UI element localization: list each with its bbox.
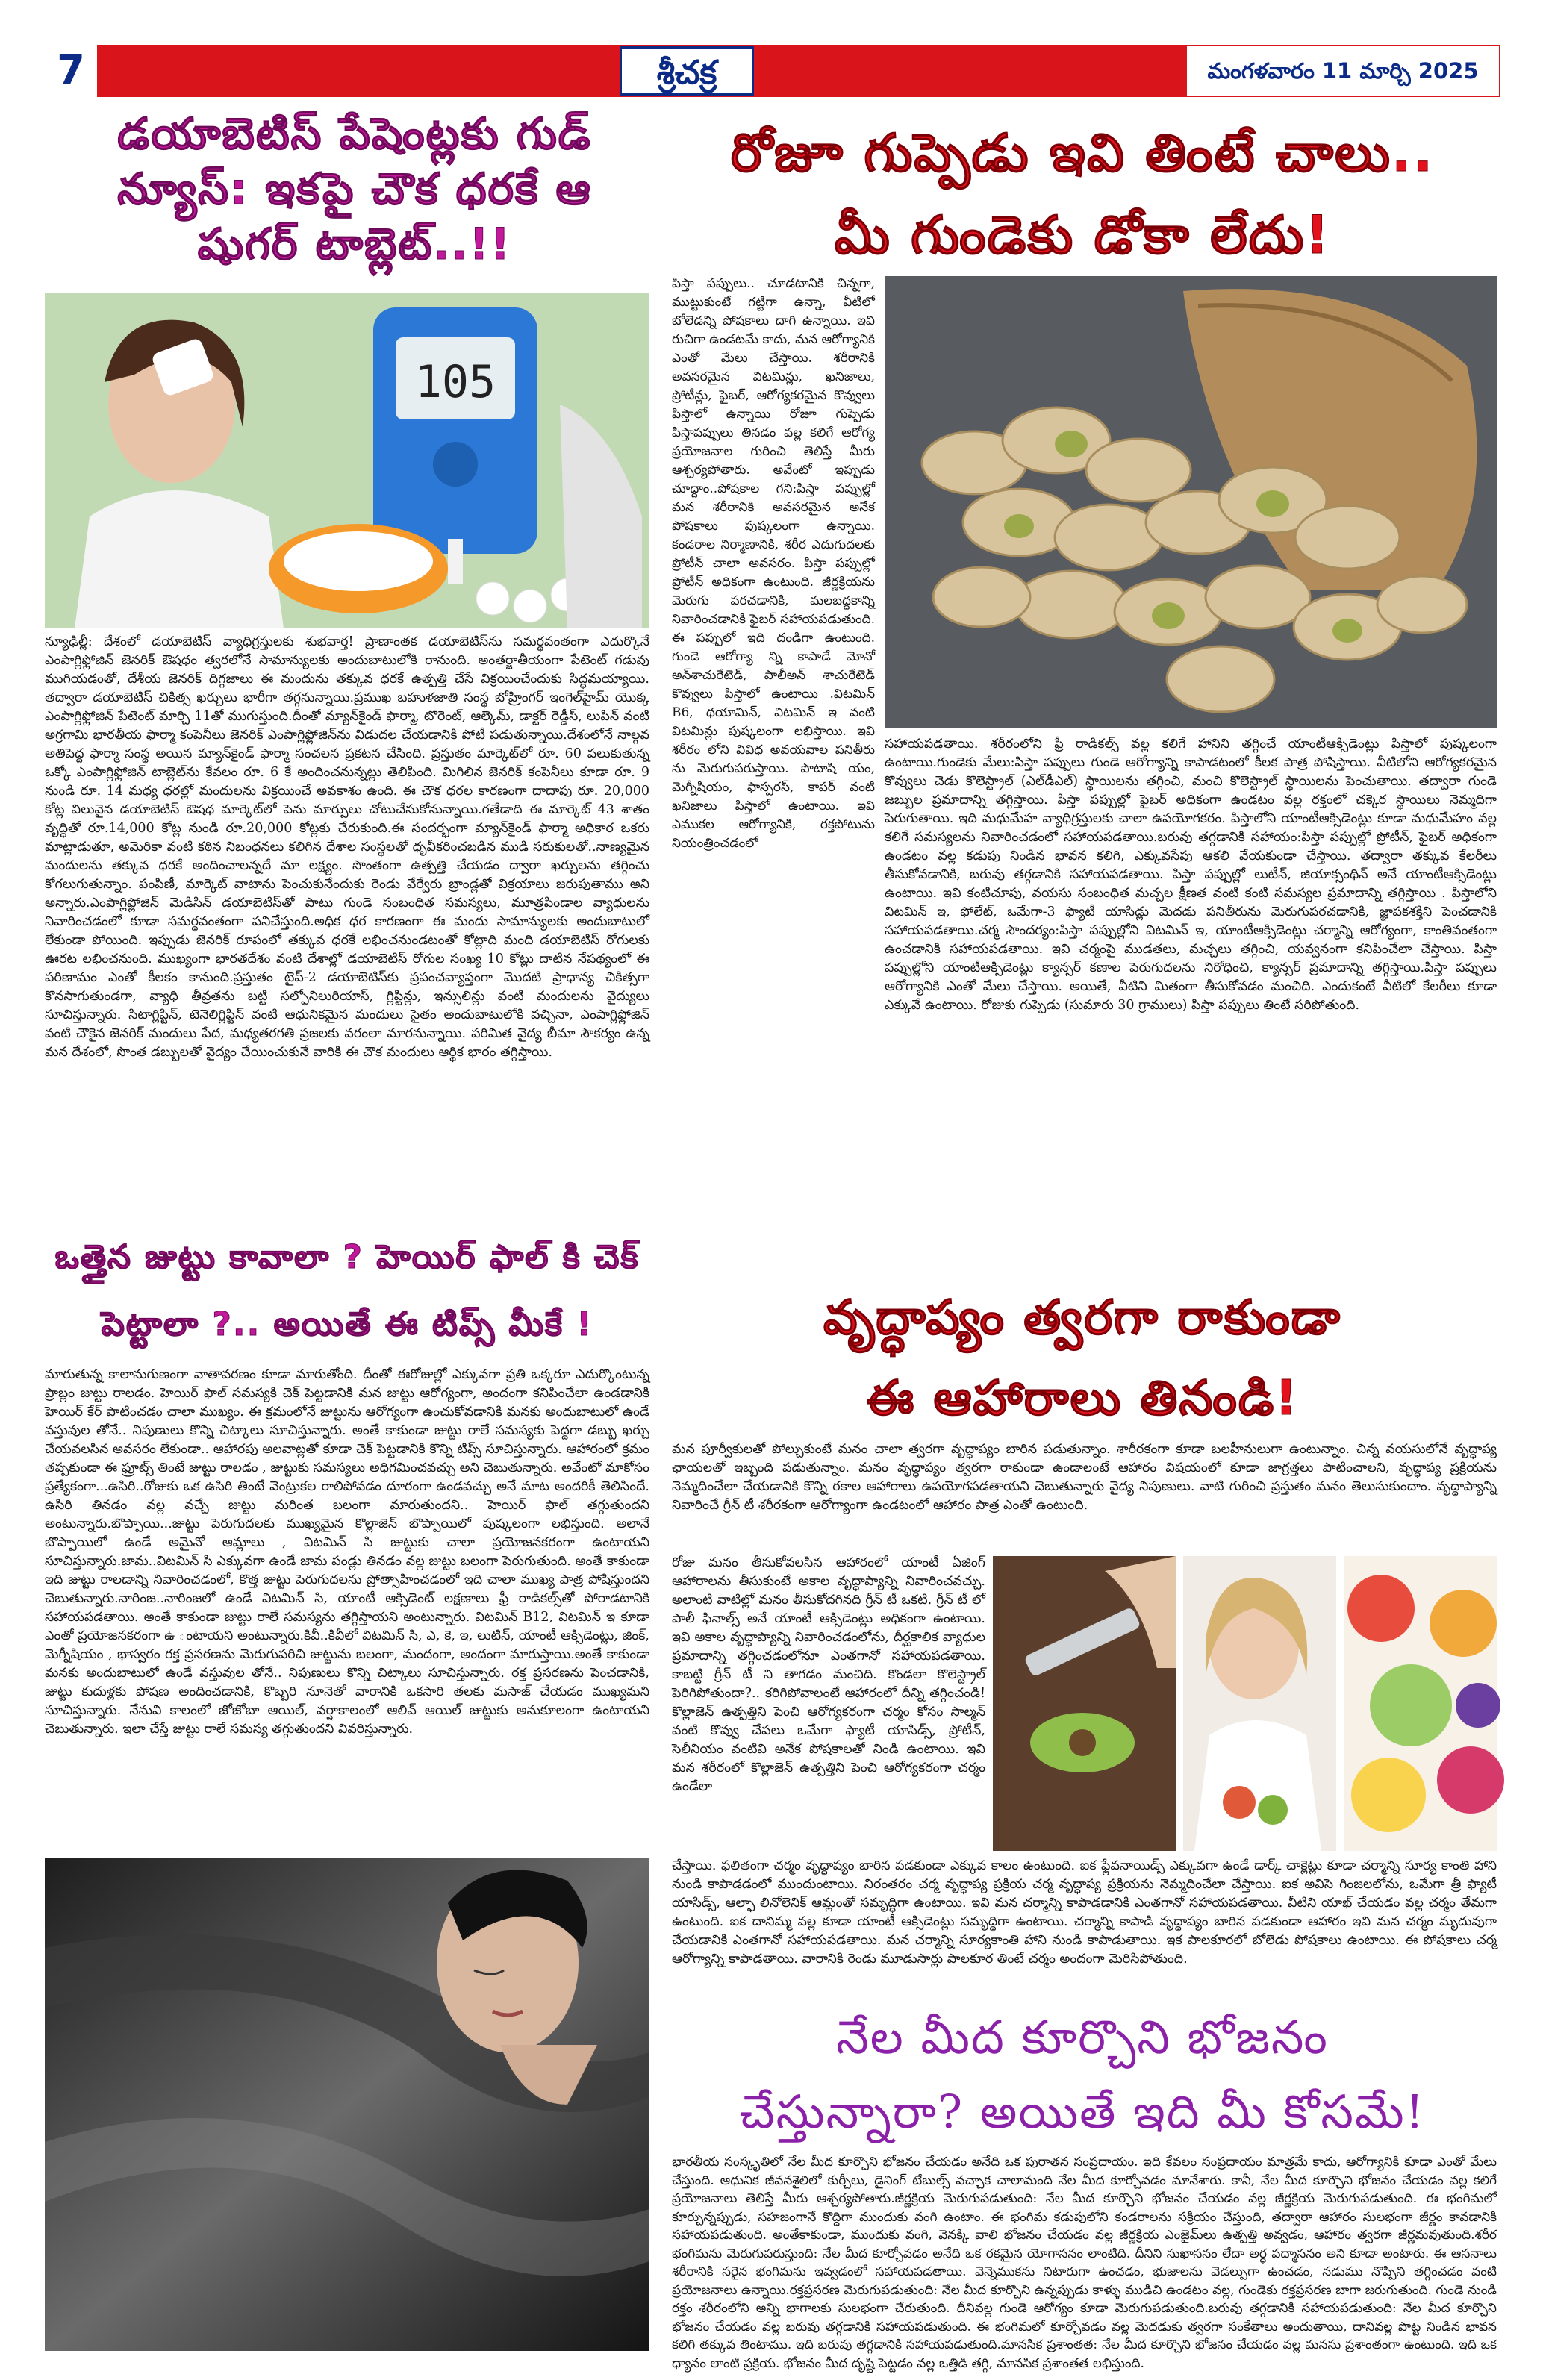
hair-headline <box>45 1224 649 1358</box>
hair-headline-line-2: పెట్టాలా ?.. అయితే ఈ టిప్స్ మీకే ! <box>101 1305 593 1343</box>
floor-eating-headline <box>668 2000 1497 2149</box>
hair-body: మారుతున్న కాలానుగుణంగా వాతావరణం కూడా మారుతోంది. దీంతో ఈరోజుల్లో ఎక్కువగా ప్రతి ఒక్కరూ ఎదుర్కొంటున్న ప్రాబ్లం జుట్టు రాలడం. హెయిర్ ఫాల్ సమస్యకి చెక్ పెట్టడానికి మన జుట్టు ఆరోగ్యంగా, అందంగా కనిపించేలా ఉండడానికి హెయిర్ కేర్ పాటించడం చాలా ముఖ్యం. ఈ క్రమంలోనే జుట్టును ఆరోగ్యంగా ఉంచుకోవడానికి మనకు అందుబాటులో ఉండే వస్తువుల తోనే.. నిపుణులు కొన్ని చిట్కాలు సూచిస్తున్నారు. అంతే కాకుండా జుట్టు రాలే సమస్యకు పెద్దగా డబ్బు ఖర్చు చేయవలసిన అవసరం లేకుండా.. ఆహారపు అలవాట్లతో కూడా చెక్ పెట్టడానికి కొన్ని టిప్స్ సూచిస్తున్నారు. ఆహారంలో క్రమం తప్పకుండా ఈ ఫ్రూట్స్ తింటే జుట్టు రాలడం , జుట్టుకు సమస్యలు అధిగమించవచ్చు అని చెబుతున్నారు. అవేంటో మాకోసం ప్రత్యేకంగా...ఉసిరి..రోజుకు ఒక ఉసిరి తింటే వెంట్రుకల రాలిపోవడం దూరంగా ఉండవచ్చు అనే మాట అందరికీ తెలిసిందే. ఉసిరి తినడం వల్ల వచ్చే జుట్టు మరింత బలంగా మారుతుందని.. హెయిర్ ఫాల్ తగ్గుతుందని అంటున్నారు.బొప్పాయి...జుట్టు పెరుగుదలకు ముఖ్యమైన కొల్లాజెన్ బొప్పాయిలో పుష్కలంగా లభిస్తుంది. అలానే బొప్పాయిలో ఉండే అమైనో ఆమ్లాలు , విటమిన్ సి జుట్టుకు చాలా ప్రయోజనకరంగా ఉంటాయని సూచిస్తున్నారు.జామ..విటమిన్ సి ఎక్కువగా ఉండే జామ పండ్లు తినడం వల్ల జుట్టు బలంగా పెరుగుతుంది. అంతే కాకుండా ఇది జుట్టు రాలడాన్ని నివారించడంలో, కొత్త జుట్టు పెరుగుదలను ప్రోత్సాహించడంలో ఇది చాలా ముఖ్య పాత్ర పోషిస్తుందని చెబుతున్నారు.నారింజ..నారింజలో ఉండే విటమిన్ సి, యాంటీ ఆక్సిడెంట్ లక్షణాలు ఫ్రీ రాడికల్స్‌తో పోరాడటానికి సహాయపడతాయి. అంతే కాకుండా జుట్టు రాలే సమస్యను తగ్గిస్తాయని అంటున్నారు. విటమిన్ B12, విటమిన్ ఇ కూడా ఎంతో ప్రయోజనకరంగా ఉ ంటాయని అంటున్నారు.కివీ..కివీలో విటమిన్ సి, ఎ, కె, ఇ, లుటిన్, యాంటీ ఆక్సిడెంట్లు, జింక్, మెగ్నీషియం , భాస్వరం రక్త ప్రసరణను మెరుగుపరిచి జుట్టును బలంగా, మందంగా, అందంగా మారుస్తాయి.అంతే కాకుండా మనకు అందుబాటులో ఉండే వస్తువుల తోనే.. నిపుణులు కొన్ని చిట్కాలు సూచిస్తున్నారు. రక్త ప్రసరణను పెంచడానికి, జుట్టు కుదుళ్లకు పోషణ అందించడానికి, కొబ్బరి నూనెతో వారానికి ఒకసారి తలకు మసాజ్ చేయడం ముఖ్యమని సూచిస్తున్నారు. నేనువి కాలంలో జోజోబా ఆయిల్, వర్షాకాలంలో ఆలివ్ ఆయిల్ జుట్టుకు అనుకూలంగా ఉంటాయని చెబుతున్నారు. ఇలా చేస్తే జుట్టు రాలే సమస్య తగ్గుతుందని వివరిస్తున్నారు. <box>45 1367 649 1737</box>
pistachio-headline-line-2: మీ గుండెకు డోకా లేదు! <box>834 204 1331 266</box>
aging-food-photo <box>993 1556 1497 1851</box>
issue-date: మంగళవారం 11 మార్చి 2025 <box>1187 46 1499 96</box>
floor-eating-headline-line-1: నేల మీద కూర్చొని భోజనం <box>836 2010 1329 2064</box>
floor-eating-body: భారతీయ సంస్కృతిలో నేల మీద కూర్చొని భోజనం చేయడం అనేది ఒక పురాతన సంప్రదాయం. ఇది కేవలం సంప్రదాయం మాత్రమే కాదు, ఆరోగ్యానికి కూడా ఎంతో మేలు చేస్తుంది. ఆధునిక జీవనశైలిలో కుర్చీలు, డైనింగ్ టేబుల్స్ వచ్చాక చాలామంది నేల మీద కూర్చోవడం మానేశారు. కానీ, నేల మీద కూర్చొని భోజనం చేయడం వల్ల కలిగే ప్రయోజనాలు తెలిస్తే మీరు ఆశ్చర్యపోతారు.జీర్ణక్రియ మెరుగుపడుతుంది: నేల మీద కూర్చొని భోజనం చేయడం వల్ల జీర్ణక్రియ మెరుగుపడుతుంది. ఈ భంగిమలో కూర్చున్నప్పుడు, సహజంగానే కొద్దిగా ముందుకు వంగి ఉంటాం. ఈ భంగిమ కడుపులోని కండరాలను సక్రియం చేస్తుంది, తద్వారా ఆహారం సులభంగా జీర్ణం కావడానికి సహాయపడుతుంది. అంతేకాకుండా, ముందుకు వంగి, వెనక్కి వాలి భోజనం చేయడం వల్ల జీర్ణక్రియ ఎంజైమ్‌లు ఉత్పత్తి అవ్వడం, ఆహారం త్వరగా జీర్ణమవుతుంది.శరీర భంగిమను మెరుగుపరుస్తుంది: నేల మీద కూర్చోవడం అనేది ఒక రకమైన యోగాసనం లాంటిది. దీనిని సుఖాసనం లేదా అర్ధ పద్మాసనం అని కూడా అంటారు. ఈ ఆసనాలు శరీరానికి సరైన భంగిమను ఇవ్వడంలో సహాయపడతాయి. వెన్నెముకను నిటారుగా ఉంచడం, భుజాలను వెడల్పుగా ఉంచడం, నడుము నొప్పిని తగ్గించడం వంటి ప్రయోజనాలు ఉన్నాయి.రక్తప్రసరణ మెరుగుపడుతుంది: నేల మీద కూర్చొని ఉన్నప్పుడు కాళ్ళు ముడిచి ఉండటం వల్ల, గుండెకు రక్తప్రసరణ బాగా జరుగుతుంది. గుండె నుండి రక్తం శరీరంలోని అన్ని భాగాలకు సులభంగా చేరుతుంది. దీనివల్ల గుండె ఆరోగ్యం కూడా మెరుగుపడుతుంది.బరువు తగ్గడానికి సహాయపడుతుంది: నేల మీద కూర్చొని భోజనం చేయడం వల్ల బరువు తగ్గడానికి సహాయపడుతుంది. ఈ భంగిమలో కూర్చోవడం వల్ల మెదడుకు త్వరగా సంకేతాలు అందుతాయి, దానివల్ల పొట్ట నిండిన భావన కలిగి తక్కువ తింటాము. ఇది బరువు తగ్గడానికి సహాయపడుతుంది.మానసిక ప్రశాంతత: నేల మీద కూర్చొని భోజనం చేయడం వల్ల మనసు ప్రశాంతంగా ఉంటుంది. ఇది ఒక ధ్యానం లాంటి ప్రక్రియ. భోజనం మీద దృష్టి పెట్టడం వల్ల ఒత్తిడి తగ్గి, మానసిక ప్రశాంతత లభిస్తుంది. <box>672 2155 1497 2371</box>
aging-body-column: రోజు మనం తీసుకోవలసిన ఆహారంలో యాంటీ ఏజింగ్ ఆహారాలను తీసుకుంటే అకాల వృద్ధాప్యాన్ని నివారించవచ్చు. అలాంటి వాటిల్లో మనం తీసుకోదగినది గ్రీన్ టీ ఒకటి. గ్రీన్ టీ లో పాలీ ఫినాల్స్ అనే యాంటీ ఆక్సిడెంట్లు అధికంగా ఉంటాయి. ఇవి అకాల వృద్ధాప్యాన్ని నివారించడంలోను, దీర్ఘకాలిక వ్యాధుల ప్రమాదాన్ని తగ్గించడంలోనూ ఎంతగానో సహాయపడతాయి. కాబట్టి గ్రీన్ టీ ని తాగడం మంచిది. కొండలా కొలెస్ట్రాల్ పెరిగిపోతుందా?.. కరిగిపోవాలంటే ఆహారంలో దీన్ని తగ్గించండి! కొల్లాజెన్ ఉత్పత్తిని పెంచి ఆరోగ్యకరంగా చర్మం కోసం సాల్మన్ వంటి కొవ్వు చేపలు ఒమేగా ఫ్యాటీ యాసిడ్స్, ప్రోటీన్, సెలీనియం వంటివి అనేక పోషకాలతో నిండి ఉంటాయి. ఇవి మన శరీరంలో కొల్లాజెన్ ఉత్పత్తిని పెంచి ఆరోగ్యకరంగా చర్మం ఉండేలా <box>672 1555 985 1794</box>
diabetes-photo <box>45 293 649 628</box>
hair-headline-line-1: ఒత్తైన జుట్టు కావాలా ? హెయిర్ ఫాల్ కి చెక్ <box>54 1238 640 1276</box>
paper-logo: శ్రీచక్ర <box>620 46 754 96</box>
diabetes-headline-line-1: డయాబెటిస్ పేషెంట్లకు గుడ్ <box>117 108 592 159</box>
page-number: 7 <box>45 42 97 99</box>
hair-model-photo <box>45 1858 649 2351</box>
aging-headline-line-2: ఈ ఆహారాలు తినండి! <box>866 1371 1299 1426</box>
aging-body-intro: మన పూర్వీకులతో పోల్చుకుంటే మనం చాలా త్వరగా వృద్ధాప్యం బారిన పడుతున్నాం. శారీరకంగా కూడా బలహీనులుగా ఉంటున్నాం. చిన్న వయసులోనే వృద్ధాప్య ఛాయలతో ఇబ్బంది పడుతున్నాం. మనం వృద్ధాప్యం త్వరగా రాకుండా ఉండాలంటే ఆహారం విషయంలో కూడా జాగ్రత్తలు పాటించాలని, వృద్ధాప్య ప్రక్రియను నెమ్మదించేలా చేయడానికి కొన్ని రకాల ఆహారాలు ఉపయోగపడతాయని చెబుతున్నారు వైద్య నిపుణులు. వాటి గురించి ప్రస్తుతం మనం తెలుసుకుందాం. వృద్ధాప్యాన్ని నివారించే గ్రీన్ టీ శరీరకంగా ఆరోగ్యాంగా ఉండటంలో ఆహారం పాత్ర ఎంతో ఉంటుంది. <box>672 1442 1497 1513</box>
aging-body-bottom: చేస్తాయి. ఫలితంగా చర్మం వృద్ధాప్యం బారిన పడకుండా ఎక్కువ కాలం ఉంటుంది. ఐక ఫ్లేవనాయిడ్స్ ఎక్కువగా ఉండే డార్క్ చాక్లెట్లు కూడా చర్మాన్ని సూర్య కాంతి హాని నుండి కాపాడడంలో ముందుంటాయి. నిరంతరం చర్మ వృద్ధాప్య ప్రక్రియ చర్మ వృద్ధాప్య ప్రక్రియను నెమ్మదించేలా చేస్తాయి. ఐక అవిసె గింజలలోను, ఒమేగా త్రీ ఫ్యాటీ యాసిడ్స్, ఆల్ఫా లినోలెనిక్ ఆమ్లంతో సమృద్ధిగా ఉంటాయి. ఇవి మన చర్మాన్ని కాపాడడానికి ఎంతగానో సహాయపడతాయి. వీటిని యాఖ్ చేయడం వల్ల చర్మం తేమగా ఉంటుంది. ఐక దానిమ్మ వల్ల కూడా యాంటీ ఆక్సిడెంట్లు సమృద్ధిగా ఉంటాయి. చర్మాన్ని కాపాడి వృద్ధాప్యం బారిన పడకుండా ఆహారం ఇవి మన చర్మం మృదువుగా చేయడానికి ఎంతగానో సహాయపడతాయి. మన చర్మాన్ని సూర్యకాంతి హాని నుండి కాపాడుతాయి. ఇక పాలకూరలో బోలెడు పోషకాలు ఉంటాయి. ఈ పోషకాలు చర్మ ఆరోగ్యాన్ని కాపాడతాయి. వారానికి రెండు మూడుసార్లు పాలకూర తింటే చర్మం అందంగా మెరిసిపోతుంది. <box>672 1858 1497 1967</box>
pistachio-body-column: పిస్తా పప్పులు.. చూడటానికి చిన్నగా, ముట్టుకుంటే గట్టిగా ఉన్నా, వీటిలో బోలెడన్ని పోషకాలు దాగి ఉన్నాయి. ఇవి రుచిగా ఉండటమే కాదు, మన ఆరోగ్యానికి ఎంతో మేలు చేస్తాయి. శరీరానికి అవసరమైన విటమిన్లు, ఖనిజాలు, ప్రోటీన్లు, ఫైబర్, ఆరోగ్యకరమైన కొవ్వులు పిస్తాలో ఉన్నాయి రోజూ గుప్పెడు పిస్తాపప్పులు తినడం వల్ల కలిగే ఆరోగ్య ప్రయోజనాల గురించి తెలిస్తే మీరు ఆశ్చర్యపోతారు. అవేంటో ఇప్పుడు చూద్దాం..పోషకాల గని:పిస్తా పప్పుల్లో మన శరీరానికి అవసరమైన అనేక పోషకాలు పుష్కలంగా ఉన్నాయి. కండరాల నిర్మాణానికి, శరీర ఎదుగుదలకు ప్రోటీన్ చాలా అవసరం. పిస్తా పప్పుల్లో ప్రోటీన్ అధికంగా ఉంటుంది. జీర్ణక్రియను మెరుగు పరచడానికి, మలబద్ధకాన్ని నివారించడానికి ఫైబర్ సహాయపడుతుంది. ఈ పప్పులో ఇది దండిగా ఉంటుంది. గుండె ఆరోగ్యా న్ని కాపాడే మోనో అన్‌శాచురేటెడ్, పాలీఅన్ శాచురేటెడ్ కొవ్వులు పిస్తాలో ఉంటాయి .విటమిన్ B6, థయామిన్, విటమిన్ ఇ వంటి విటమిన్లు పుష్కలంగా లభిస్తాయి. ఇవి శరీరం లోని వివిధ అవయవాల పనితీరు ను మెరుగుపరుస్తాయి. పొటాషి యం, మెగ్నీషియం, ఫాస్పరస్, కాపర్ వంటి ఖనిజాలు పిస్తాలో ఉంటాయి. ఇవి ఎముకల ఆరోగ్యానికి, రక్తపోటును నియంత్రించడంలో <box>672 276 875 851</box>
aging-headline-line-1: వృద్ధాప్యం త్వరగా రాకుండా <box>823 1290 1341 1346</box>
floor-eating-headline-line-2: చేస్తున్నారా? అయితే ఇది మీ కోసమే! <box>739 2084 1426 2139</box>
glucometer-reading-text: 105 <box>414 356 496 408</box>
diabetes-headline <box>45 106 664 272</box>
pistachio-body-wide: సహాయపడతాయి. శరీరంలోని ఫ్రీ రాడికల్స్ వల్ల కలిగే హానిని తగ్గించే యాంటీఆక్సిడెంట్లు పిస్తాలో పుష్కలంగా ఉంటాయి.గుండెకు మేలు:పిస్తా పప్పులు గుండె ఆరోగ్యాన్ని కాపాడటంలో కీలక పాత్ర పోషిస్తాయి. వీటిలోని ఆరోగ్యకరమైన కొవ్వులు చెడు కొలెస్ట్రాల్ (ఎల్‌డీఎల్) స్థాయిలను తగ్గించి, మంచి కొలెస్ట్రాల్ స్థాయిలను పెంచుతాయి. తద్వారా గుండె జబ్బుల ప్రమాదాన్ని తగ్గిస్తాయి. పిస్తా పప్పుల్లో ఫైబర్ అధికంగా ఉండటం వల్ల రక్తంలో చక్కెర స్థాయిలు నెమ్మదిగా పెరుగుతాయి. ఇది మధుమేహ వ్యాధిగ్రస్తులకు చాలా ఉపయోగకరం. పిస్తాలోని యాంటీఆక్సిడెంట్లు కూడా మధుమేహం వల్ల కలిగే సమస్యలను నివారించడంలో సహాయపడతాయి.బరువు తగ్గడానికి సహాయం:పిస్తా పప్పుల్లో ప్రోటీన్, ఫైబర్ అధికంగా ఉండటం వల్ల కడుపు నిండిన భావన కలిగి, ఎక్కువసేపు ఆకలి వేయకుండా చేస్తాయి. తద్వారా తక్కువ కేలరీలు తీసుకోవడానికి, బరువు తగ్గడానికి సహాయపడతాయి. పిస్తా పప్పుల్లో లుటీన్, జియాక్సంథిన్ అనే యాంటీఆక్సిడెంట్లు ఉంటాయి. ఇవి కంటిచూపు, వయసు సంబంధిత మచ్చల క్షీణత వంటి కంటి సమస్యల ప్రమాదాన్ని తగ్గిస్తాయి . పిస్తాలోని విటమిన్ ఇ, ఫోలేట్, ఒమేగా-3 ఫ్యాటీ యాసిడ్లు మెదడు పనితీరును మెరుగుపరచడానికి, జ్ఞాపకశక్తిని పెంచడానికి సహాయపడతాయి.చర్మ సౌందర్యం:పిస్తా పప్పుల్లోని విటమిన్ ఇ, యాంటీఆక్సిడెంట్లు చర్మాన్ని ఆరోగ్యంగా, కాంతివంతంగా ఉంచడానికి సహాయపడతాయి. ఇవి చర్మంపై ముడతలు, మచ్చలు తగ్గించి, యవ్వనంగా కనిపించేలా చేస్తాయి. పిస్తా పప్పుల్లోని యాంటీఆక్సిడెంట్లు క్యాన్సర్ కణాల పెరుగుదలను నిరోధించి, క్యాన్సర్ ప్రమాదాన్ని తగ్గిస్తాయి.పిస్తా పప్పులు ఆరోగ్యానికి ఎంతో మేలు చేస్తాయి. అయితే, వీటిని మితంగా తీసుకోవడం మంచిది. ఎందుకంటే వీటిలో కేలరీలు కూడా ఎక్కువే ఉంటాయి. రోజుకు గుప్పెడు (సుమారు 30 గ్రాములు) పిస్తా పప్పులు తింటే సరిపోతుంది. <box>885 737 1497 1013</box>
diabetes-headline-line-3: షుగర్ టాబ్లెట్..!! <box>197 219 512 269</box>
diabetes-body: న్యూఢిల్లీ: దేశంలో డయాబెటిస్ వ్యాధిగ్రస్తులకు శుభవార్త! ప్రాణాంతక డయాబెటిస్‌ను సమర్థవంతంగా ఎదుర్కొనే ఎంపాగ్లిఫ్లోజిన్ జెనరిక్ ఔషధం త్వరలోనే సామాన్యులకు అందుబాటులోకి రానుంది. అంతర్జాతీయంగా పేటెంట్ గడువు ముగియడంతో, దేశీయ జెనరిక్ దిగ్గజాలు ఈ మందును తక్కువ ధరకే ఉత్పత్తి చేసే విక్రయించేందుకు సిద్ధమయ్యాయి. తద్వారా డయాబెటిస్ చికిత్స ఖర్చులు భారీగా తగ్గనున్నాయి.ప్రముఖ బహుళజాతి సంస్థ బోహ్రింగర్ ఇంగెల్‌హైమ్ యొక్క ఎంపాగ్లిఫ్లోజిన్ పేటెంట్ మార్చి 11తో ముగుస్తుంది.దీంతో మ్యాన్‌కైండ్ ఫార్మా, టొరెంట్, ఆల్కెమ్, డాక్టర్ రెడ్డీస్, లుపిన్ వంటి అగ్రగామి భారతీయ ఫార్మా కంపెనీలు జెనరిక్ ఎంపాగ్లిఫ్లోజిన్‌ను విడుదల చేయడానికి పోటీ పడుతున్నాయి.దేశంలోనే నాల్గవ అతిపెద్ద ఫార్మా సంస్థ అయిన మ్యాన్‌కైండ్ ఫార్మా సంచలన ప్రకటన చేసింది. ప్రస్తుతం మార్కెట్‌లో రూ. 60 పలుకుతున్న ఒక్కో ఎంపాగ్లిఫ్లోజిన్ టాబ్లెట్‌ను కేవలం రూ. 6 కే అందించనున్నట్లు తెలిపింది. మిగిలిన జెనరిక్ కంపెనీలు కూడా రూ. 9 నుండి రూ. 14 మధ్య ధరల్లో మందులను విక్రయించే అవకాశం ఉంది. ఈ చౌక ధరల కారణంగా దాదాపు రూ. 20,000 కోట్ల విలువైన డయాబెటిస్ ఔషధ మార్కెట్‌లో పెను మార్పులు చోటుచేసుకోనున్నాయి.గతేడాది ఈ మార్కెట్ 43 శాతం వృద్ధితో రూ.14,000 కోట్ల నుండి రూ.20,000 కోట్లకు చేరుకుంది.ఈ సందర్భంగా మ్యాన్‌కైండ్ ఫార్మా అధికార ఒకరు మాట్లాడుతూ, అమెరికా వంటి కఠిన నిబంధనలు కలిగిన దేశాల సంస్థలతో ధృవీకరించబడిన ముడి సరుకులతో..నాణ్యమైన మందులను తక్కువ ధరకే అందించాలన్నదే మా లక్ష్యం. సొంతంగా ఉత్పత్తి చేయడం ద్వారా ఖర్చులను తగ్గించు కోగలుగుతున్నాం. పంపిణీ, మార్కెట్ వాటాను పెంచుకునేందుకు రెండు వేర్వేరు బ్రాండ్లతో విక్రయాలు జరుపుతాము అని అన్నారు.ఎంపాగ్లిఫ్లోజిన్ మెడిసిన్ డయాబెటిస్‌తో పాటు గుండె సంబంధిత సమస్యలు, మూత్రపిండాల వ్యాధులను నివారించడంలో కూడా సమర్థవంతంగా పనిచేస్తుంది.అధిక ధర కారణంగా ఈ మందు సామాన్యులకు అందుబాటులో లేకుండా పోయింది. ఇప్పుడు జెనరిక్ రూపంలో తక్కువ ధరకే లభించనుండటంతో కోట్లాది మంది డయాబెటిస్ రోగులకు ఊరట లభించనుంది. ముఖ్యంగా భారతదేశం వంటి దేశాల్లో డయాబెటిస్ రోగుల సంఖ్య 10 కోట్లు దాటిన నేపథ్యంలో ఈ పరిణామం ఎంతో కీలకం కానుంది.ప్రస్తుతం టైప్-2 డయాబెటిస్‌కు ప్రపంచవ్యాప్తంగా మొదటి ప్రాధాన్య చికిత్సగా కొనసాగుతుండగా, వ్యాధి తీవ్రతను బట్టి సల్ఫోనిలురియాస్, గ్లిప్టిన్లు, ఇన్సులిన్లు వంటి మందులను వైద్యులు సూచిస్తున్నారు. సిటాగ్లిప్టిన్, టెనెలిగ్లిప్టిన్ వంటి ఆధునికమైన మందులు సైతం అందుబాటులోకి వచ్చినా, ఎంపాగ్లిఫ్లోజిన్ వంటి చౌకైన జెనరిక్ మందులు పేద, మధ్యతరగతి ప్రజలకు వరంలా మారనున్నాయి. పరిమిత వైద్య బీమా సౌకర్యం ఉన్న మన దేశంలో, సొంత డబ్బులతో వైద్యం చేయించుకునే వారికి ఈ చౌక మందులు ఆర్థిక భారం తగ్గిస్తాయి. <box>45 634 649 1060</box>
pistachio-headline-line-1: రోజూ గుప్పెడు ఇవి తింటే చాలు.. <box>730 122 1435 184</box>
pistachio-headline <box>668 112 1497 276</box>
pistachio-photo <box>885 276 1497 728</box>
aging-headline <box>668 1278 1497 1439</box>
diabetes-headline-line-2: న్యూస్: ఇకపై చౌక ధరకే ఆ <box>117 163 592 214</box>
